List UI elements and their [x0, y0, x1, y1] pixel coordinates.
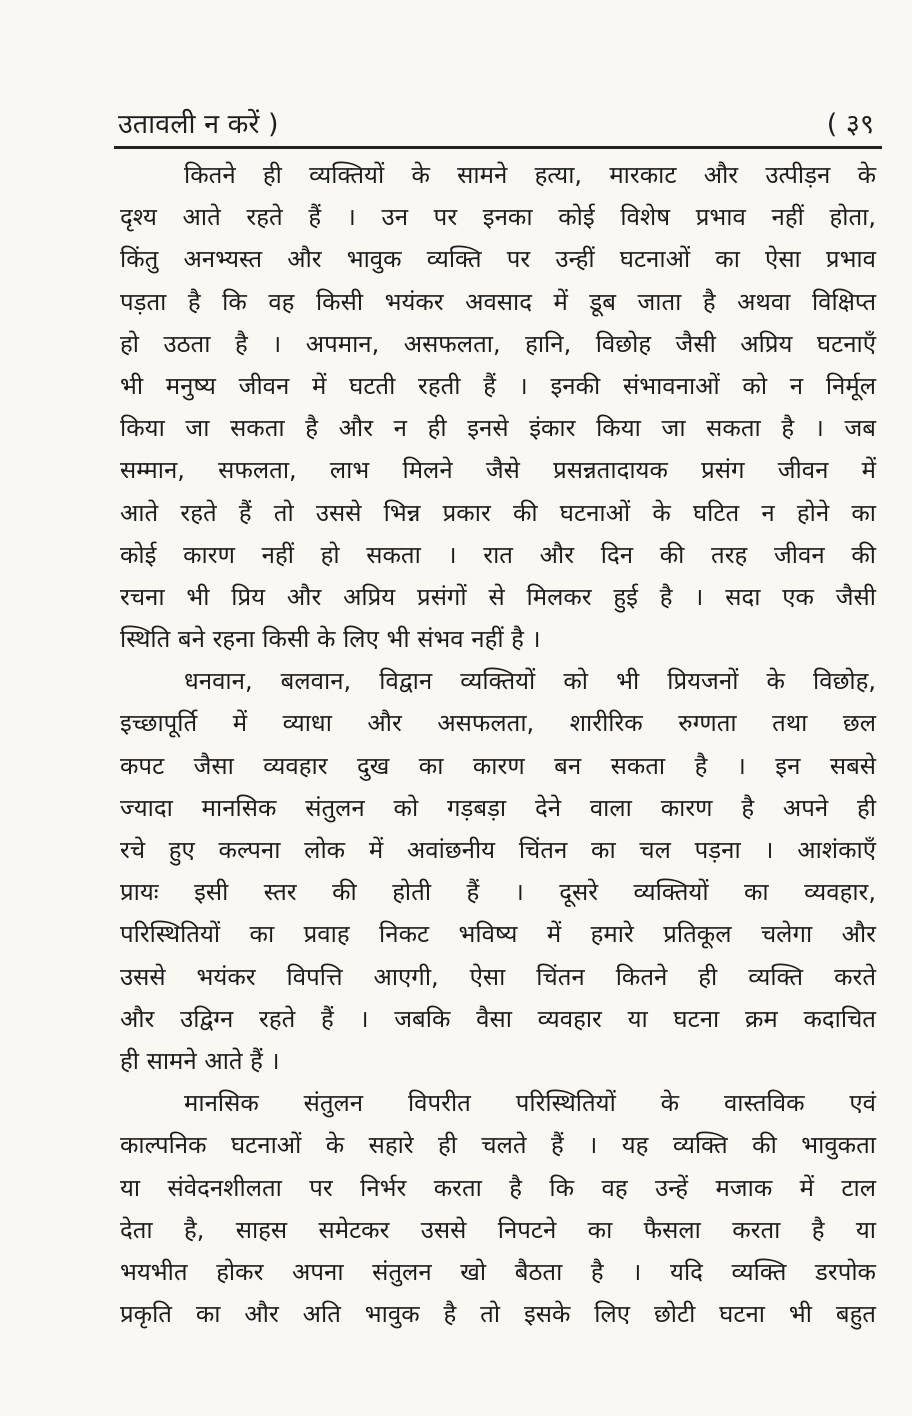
text-line: कितने ही व्यक्तियों के सामने हत्या, मारकाट और उत्पीड़न के [184, 161, 876, 189]
running-header [118, 104, 880, 146]
text-line: हो उठता है । अपमान, असफलता, हानि, विछोह जैसी अप्रिय घटनाएँ [120, 329, 876, 358]
text-line: ज्यादा मानसिक संतुलन को गड़बड़ा देने वाला कारण है अपने ही [120, 793, 876, 822]
text-line: प्रायः इसी स्तर की होती हैं । दूसरे व्यक्तियों का व्यवहार, [120, 878, 876, 907]
text-line: और उद्विग्न रहते हैं । जबकि वैसा व्यवहार या घटना क्रम कदाचित [120, 1004, 876, 1033]
text-line: परिस्थितियों का प्रवाह निकट भविष्य में हमारे प्रतिकूल चलेगा और [120, 920, 876, 949]
text-line: कपट जैसा व्यवहार दुख का कारण बन सकता है । इन सबसे [120, 751, 876, 780]
text-line: भयभीत होकर अपना संतुलन खो बैठता है । यदि व्यक्ति डरपोक [120, 1257, 876, 1286]
text-line: भी मनुष्य जीवन में घटती रहती हैं । इनकी संभावनाओं को न निर्मूल [120, 371, 876, 400]
header-rule [114, 146, 882, 149]
text-line: काल्पनिक घटनाओं के सहारे ही चलते हैं । यह व्यक्ति की भावुकता [120, 1131, 876, 1160]
text-line: स्थिति बने रहना किसी के लिए भी संभव नहीं है । [120, 625, 541, 654]
text-line: पड़ता है कि वह किसी भयंकर अवसाद में डूब जाता है अथवा विक्षिप्त [120, 287, 876, 316]
text-line: मानसिक संतुलन विपरीत परिस्थितियों के वास्तविक एवं [184, 1089, 876, 1118]
text-line: आते रहते हैं तो उससे भिन्न प्रकार की घटनाओं के घटित न होने का [120, 498, 876, 527]
text-line: किंतु अनभ्यस्त और भावुक व्यक्ति पर उन्हीं घटनाओं का ऐसा प्रभाव [120, 245, 876, 274]
text-line: देता है, साहस समेटकर उससे निपटने का फैसला करता है या [120, 1215, 876, 1244]
text-line: या संवेदनशीलता पर निर्भर करता है कि वह उन्हें मजाक में टाल [120, 1173, 876, 1202]
text-line: इच्छापूर्ति में व्याधा और असफलता, शारीरिक रुग्णता तथा छल [120, 709, 876, 738]
page-body [120, 154, 876, 1335]
text-line: रचे हुए कल्पना लोक में अवांछनीय चिंतन का चल पड़ना । आशंकाएँ [120, 836, 876, 864]
text-line: दृश्य आते रहते हैं । उन पर इनका कोई विशेष प्रभाव नहीं होता, [120, 203, 876, 232]
text-line: रचना भी प्रिय और अप्रिय प्रसंगों से मिलकर हुई है । सदा एक जैसी [120, 582, 876, 611]
text-line: किया जा सकता है और न ही इनसे इंकार किया जा सकता है । जब [120, 414, 876, 443]
text-line: धनवान, बलवान, विद्वान व्यक्तियों को भी प्रियजनों के विछोह, [184, 667, 876, 696]
text-line: कोई कारण नहीं हो सकता । रात और दिन की तरह जीवन की [120, 540, 876, 569]
text-line: ही सामने आते हैं । [120, 1046, 280, 1075]
page-number: ( ३९ [826, 109, 874, 140]
text-line: प्रकृति का और अति भावुक है तो इसके लिए छोटी घटना भी बहुत [120, 1300, 876, 1329]
text-line: सम्मान, सफलता, लाभ मिलने जैसे प्रसन्नतादायक प्रसंग जीवन में [120, 456, 876, 485]
text-line: उससे भयंकर विपत्ति आएगी, ऐसा चिंतन कितने ही व्यक्ति करते [120, 962, 876, 991]
chapter-title: उतावली न करें ) [118, 109, 279, 140]
